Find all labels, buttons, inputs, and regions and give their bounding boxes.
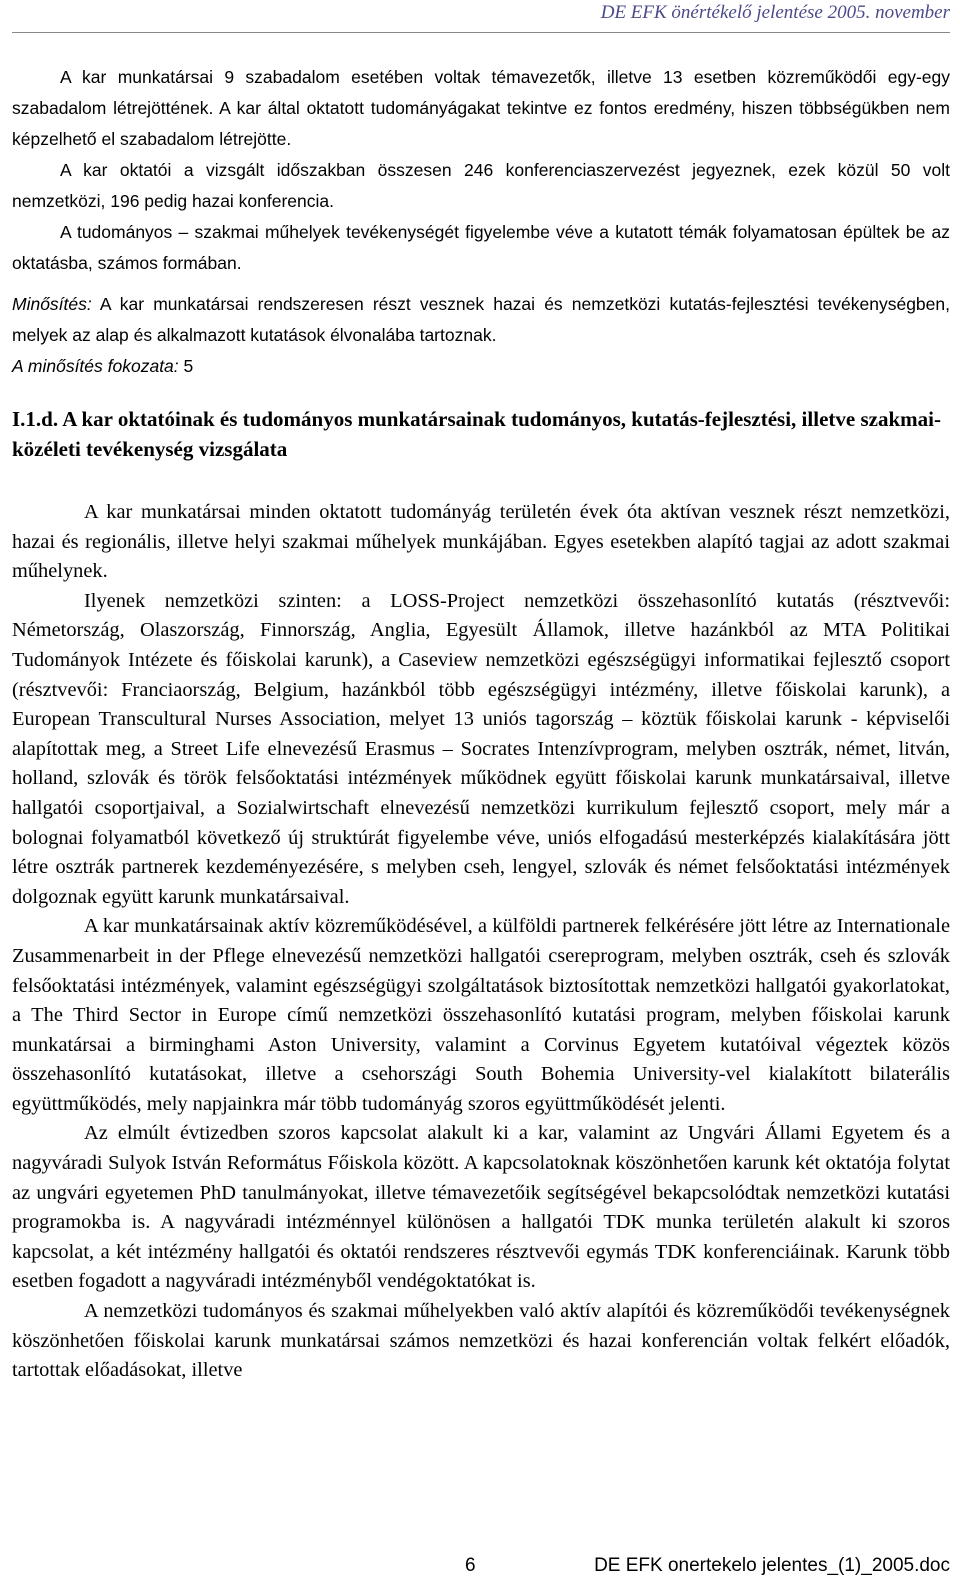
intro-block [12,62,950,382]
grade-label: A minősítés fokozata: [12,356,179,376]
running-header: DE EFK önértékelő jelentése 2005. november [600,2,950,23]
grade-line [12,351,950,382]
rating-paragraph [12,289,950,351]
paragraph-regional-partners: Az elmúlt évtizedben szoros kapcsolat alakult ki a kar, valamint az Ungvári Állami Egyetem és a nagyváradi Sulyok István Református Főiskola között. A kapcsolatoknak köszönhetően karunk két oktatója folytat az ungvári egyetemen PhD tanulmányokat, illetve témavezetőik segítségével bekapcsolódtak nemzetközi kutatási programokba is. A nagyváradi intézménnyel különösen a hallgatói TDK munka területén alakult ki szoros kapcsolat, a két intézmény hallgatói és oktatói rendszeres résztvevői egymás TDK konferenciáinak. Karunk több esetben fogadott a nagyváradi intézményből vendégoktatókat is. [12,1122,950,1293]
section-heading: I.1.d. A kar oktatóinak és tudományos munkatársainak tudományos, kutatás-fejlesztési, illetve szakmai-közéleti tevékenység vizsgálata [12,407,941,461]
paragraph-international-projects: Ilyenek nemzetközi szinten: a LOSS-Project nemzetközi összehasonlító kutatás (résztvevői: Németország, Olaszország, Finnország, Anglia, Egyesült Államok, illetve hazánkból az MTA Politikai Tudományok Intézete és főiskolai karunk), a Caseview nemzetközi egészségügyi informatikai fejlesztő csoport (résztvevői: Franciaország, Belgium, hazánkból több egészségügyi intézmény, illetve főiskolai karunk), a European Transcultural Nurses Association, melyet 13 uniós tagország – köztük főiskolai karunk - képviselői alapítottak meg, a Street Life elnevezésű Erasmus – Socrates Intenzívprogram, melyben osztrák, német, litván, holland, szlovák és török felsőoktatási intézmények működnek együtt főiskolai karunk munkatársaival, illetve hallgatói csoportjaival, a Sozialwirtschaft elnevezésű nemzetközi kurrikulum fejlesztő csoport, mely már a bolognai folyamatból következő új struktúrát figyelembe véve, uniós elfogadású mesterképzés kialakítására jött létre osztrák partnerek kezdeményezésére, s melyben cseh, lengyel, szlovák és német felsőoktatási intézmények dolgoznak együtt karunk munkatársaival. [12,589,950,908]
paragraph-patents: A kar munkatársai 9 szabadalom esetében voltak témavezetők, illetve 13 esetben közreműködői egy-egy szabadalom létrejöttének. A kar által oktatott tudományágakat tekintve ez fontos eredmény, hiszen többségükben nem képzelhető el szabadalom létrejötte. [12,67,950,149]
paragraph-conferences: A kar oktatói a vizsgált időszakban összesen 246 konferenciaszervezést jegyeznek, ezek közül 50 volt nemzetközi, 196 pedig hazai konferencia. [12,160,950,211]
rating-label: Minősítés: [12,294,92,314]
document-body [12,62,950,1386]
grade-value: 5 [178,356,194,376]
page-number: 6 [465,1555,476,1576]
rating-text: A kar munkatársai rendszeresen részt vesznek hazai és nemzetközi kutatás-fejlesztési tevékenységben, melyek az alap és alkalmazott kutatások élvonalába tartoznak. [12,294,950,345]
paragraph-conference-presentations: A nemzetközi tudományos és szakmai műhelyekben való aktív alapítói és közreműködői tevékenységnek köszönhetően főiskolai karunk munkatársai számos nemzetközi és hazai konferencián voltak felkért előadók, tartottak előadásokat, illetve [12,1300,950,1382]
footer-filename: DE EFK onertekelo jelentes_(1)_2005.doc [594,1555,950,1576]
page-footer [0,1555,960,1585]
main-text [12,498,950,1386]
paragraph-exchange-programs: A kar munkatársainak aktív közreműködésével, a külföldi partnerek felkérésére jött létre az Internationale Zusammenarbeit in der Pflege elnevezésű nemzetközi hallgatói csereprogram, melyben osztrák, cseh és szlovák felsőoktatási intézmények, valamint egészségügyi szolgáltatások biztosítottak nemzetközi hallgatói gyakorlatokat, a The Third Sector in Europe című nemzetközi összehasonlító kutatási program, melyben főiskolai karunk munkatársai a birminghami Aston University, valamint a Corvinus Egyetem kutatóival végeztek közös összehasonlító kutatásokat, illetve a csehországi South Bohemia University-vel kialakított bilaterális együttműködés, mely napjainkra már több tudományág szoros együttműködését jelenti. [12,915,950,1115]
paragraph-workshops: A tudományos – szakmai műhelyek tevékenységét figyelembe véve a kutatott témák folyamatosan épültek be az oktatásba, számos formában. [12,222,950,273]
header-divider [12,32,950,33]
paragraph-workshop-participation: A kar munkatársai minden oktatott tudományág területén évek óta aktívan vesznek részt nemzetközi, hazai és regionális, illetve helyi szakmai műhelyek munkájában. Egyes esetekben alapító tagjai az adott szakmai műhelynek. [12,501,950,583]
